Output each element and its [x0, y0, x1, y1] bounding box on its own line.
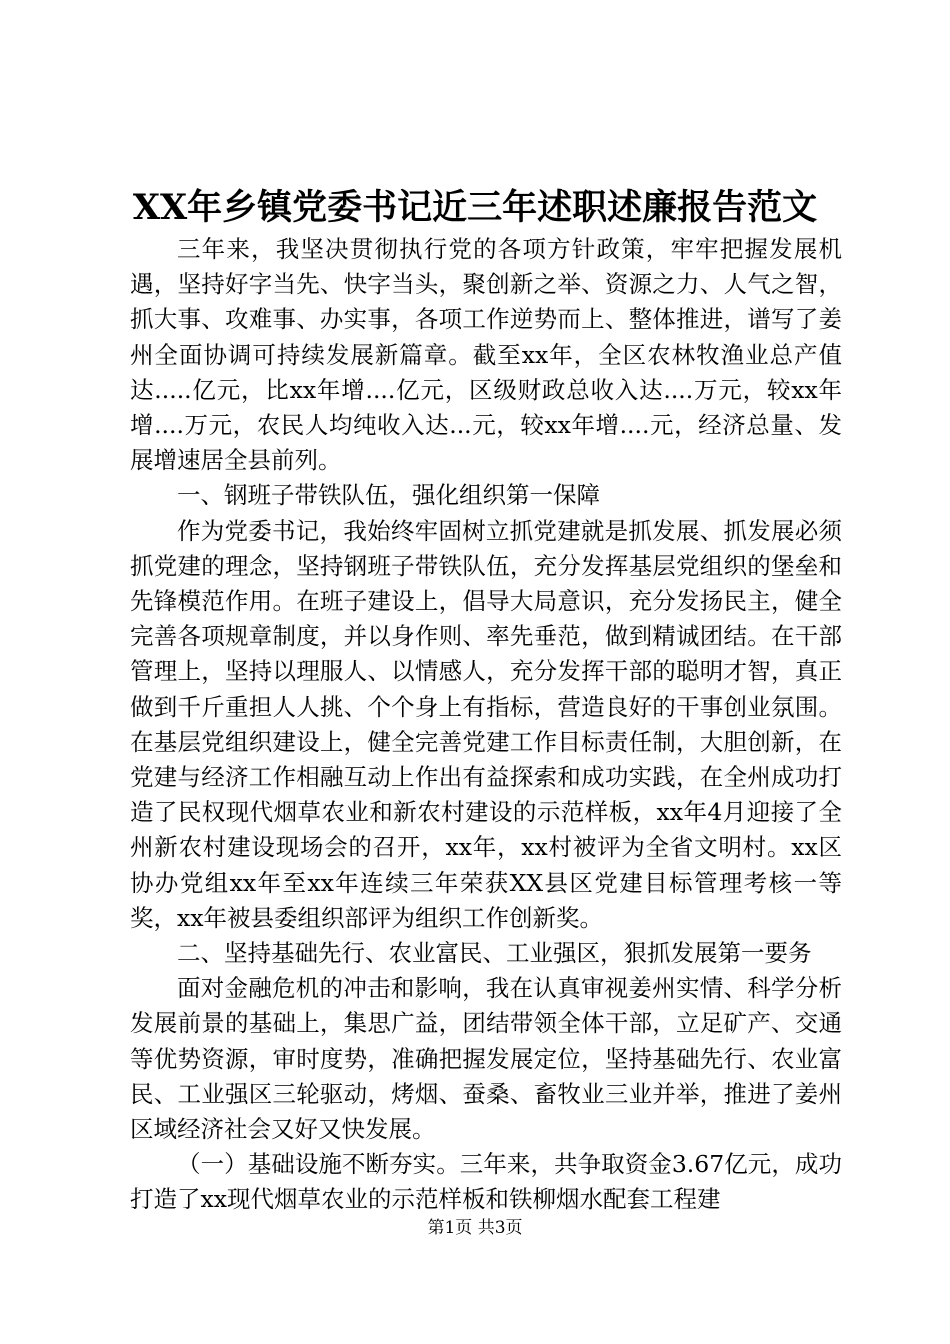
document-body [130, 232, 842, 1218]
paragraph-infrastructure: （一）基础设施不断夯实。三年来，共争取资金3.67亿元，成功打造了xx现代烟草农业的示范样板和铁柳烟水配套工程建 [130, 1150, 842, 1214]
paragraph-development: 面对金融危机的冲击和影响，我在认真审视姜州实情、科学分析发展前景的基础上，集思广益，团结带领全体干部，立足矿产、交通等优势资源，审时度势，准确把握发展定位，坚持基础先行、农业富民、工业强区三轮驱动，烤烟、蚕桑、畜牧业三业并举，推进了姜州区域经济社会又好又快发展。 [130, 974, 842, 1144]
document-title: XX年乡镇党委书记近三年述职述廉报告范文 [132, 187, 818, 228]
section-heading-2: 二、坚持基础先行、农业富民、工业强区，狠抓发展第一要务 [177, 939, 812, 968]
paragraph-intro: 三年来，我坚决贯彻执行党的各项方针政策，牢牢把握发展机遇，坚持好字当先、快字当头，聚创新之举、资源之力、人气之智，抓大事、攻难事、办实事，各项工作逆势而上、整体推进，谱写了姜州全面协调可持续发展新篇章。截至xx年，全区农林牧渔业总产值达.....亿元，比xx年增....亿元，区级财政总收入达....万元，较xx年增....万元，农民人均纯收入达...元，较xx年增....元，经济总量、发展增速居全县前列。 [130, 235, 842, 475]
page-number-footer: 第1页 共3页 [427, 1218, 523, 1238]
section-heading-1: 一、钢班子带铁队伍，强化组织第一保障 [177, 481, 600, 510]
paragraph-party-building: 作为党委书记，我始终牢固树立抓党建就是抓发展、抓发展必须抓党建的理念，坚持钢班子带铁队伍，充分发挥基层党组织的堡垒和先锋模范作用。在班子建设上，倡导大局意识，充分发扬民主，健全完善各项规章制度，并以身作则、率先垂范，做到精诚团结。在干部管理上，坚持以理服人、以情感人，充分发挥干部的聪明才智，真正做到千斤重担人人挑、个个身上有指标，营造良好的干事创业氛围。在基层党组织建设上，健全完善党建工作目标责任制，大胆创新，在党建与经济工作相融互动上作出有益探索和成功实践，在全州成功打造了民权现代烟草农业和新农村建设的示范样板，xx年4月迎接了全州新农村建设现场会的召开，xx年，xx村被评为全省文明村。xx区协办党组xx年至xx年连续三年荣获XX县区党建目标管理考核一等奖，xx年被县委组织部评为组织工作创新奖。 [130, 516, 842, 932]
